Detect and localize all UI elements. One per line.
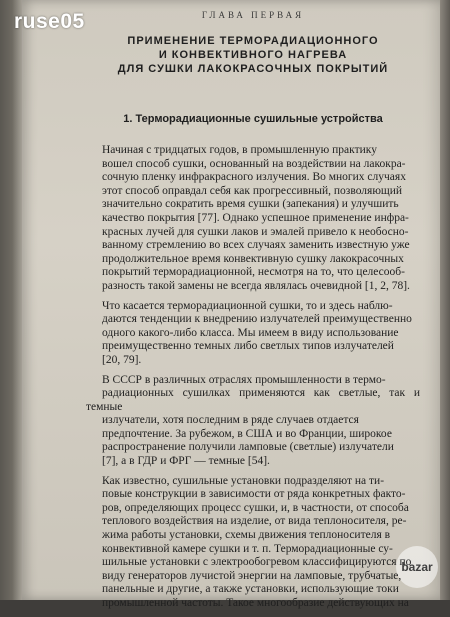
chapter-heading: ГЛАВА ПЕРВАЯ xyxy=(201,10,305,20)
page-content xyxy=(86,10,420,617)
text-line: сочную пленку инфракрасного излучения. Во многих случаях xyxy=(102,171,406,184)
site-logo-icon: bazar xyxy=(396,546,438,588)
text-line: промышленной частоты. Такое многообразие действующих на xyxy=(102,597,409,609)
paragraph xyxy=(86,300,420,368)
text-line: повые конструкции в зависимости от ряда конкретных факто- xyxy=(102,488,406,501)
text-line: распространение получили ламповые (светлые) излучатели xyxy=(102,441,394,454)
text-line: конвективной камере сушки и т. п. Терморадиационные су- xyxy=(102,542,393,555)
paragraph xyxy=(86,144,420,294)
text-line: Что касается терморадиационной сушки, то и здесь наблю- xyxy=(102,299,393,312)
text-line: продолжительное время конвективную сушку лакокрасочных xyxy=(102,252,404,265)
paragraph xyxy=(86,475,420,611)
text-line: Как известно, сушильные установки подразделяют на ти- xyxy=(102,474,385,487)
text-line: ров, определяющих процесс сушки, и, в частности, от способа xyxy=(102,501,409,514)
text-line: одного какого-либо класса. Мы имеем в виду использование xyxy=(102,326,399,339)
text-line: значительно сократить время сушки (запекания) и улучшить xyxy=(102,198,399,211)
text-line: теплового воздействия на изделие, от вида теплоносителя, ре- xyxy=(102,515,407,528)
watermark-text: ruse05 xyxy=(14,10,85,33)
chapter-title-line: ДЛЯ СУШКИ ЛАКОКРАСОЧНЫХ ПОКРЫТИЙ xyxy=(117,63,389,75)
chapter-title-line: И КОНВЕКТИВНОГО НАГРЕВА xyxy=(158,49,348,61)
text-line: излучатели, хотя последним в ряде случаев отдается xyxy=(102,414,359,427)
text-line: этот способ оправдал себя как прогрессивный, позволяющий xyxy=(102,184,403,197)
text-line: [20, 79]. xyxy=(102,353,142,366)
text-line: [7], а в ГДР и ФРГ — темные [54]. xyxy=(102,455,270,468)
chapter-title-line: ПРИМЕНЕНИЕ ТЕРМОРАДИАЦИОННОГО xyxy=(127,35,379,47)
text-line: даются тенденции к внедрению излучателей преимущественно xyxy=(102,313,412,326)
text-line: красных лучей для сушки лаков и эмалей привело к необосно- xyxy=(102,225,409,238)
paragraph xyxy=(86,374,420,469)
text-line: преимущественно темных либо светлых типов излучателей xyxy=(102,340,394,353)
text-line: Начиная с тридцатых годов, в промышленную практику xyxy=(102,144,377,156)
text-line: качество покрытия [77]. Однако успешное применение инфра- xyxy=(102,211,409,224)
text-line: виду генераторов лучистой энергии на ламповые, трубчатые, xyxy=(102,569,402,582)
text-line: ванному стремлению во всех случаях заменить известную уже xyxy=(102,239,410,252)
text-line: панельные и другие, а также установки, использующие токи xyxy=(102,583,399,596)
text-line: предпочтение. За рубежом, в США и во Франции, широкое xyxy=(102,427,392,440)
text-line: вошел способ сушки, основанный на воздействии на лакокра- xyxy=(102,157,406,170)
text-line: жима работы установки, схемы движения теплоносителя в xyxy=(102,529,391,542)
text-line: радиационных сушилках применяются как светлые, так и темные xyxy=(86,387,420,413)
text-line: разность такой замены не всегда являлась очевидной [1, 2, 78]. xyxy=(102,279,410,292)
text-line: В СССР в различных отраслях промышленности в термо- xyxy=(102,373,386,386)
text-line: покрытий терморадиационной, несмотря на то, что целесооб- xyxy=(102,266,405,279)
chapter-title xyxy=(86,34,420,76)
text-line: шильные установки с электрообогревом классифицируются по xyxy=(102,556,412,569)
section-heading: 1. Терморадиационные сушильные устройства xyxy=(123,113,383,125)
